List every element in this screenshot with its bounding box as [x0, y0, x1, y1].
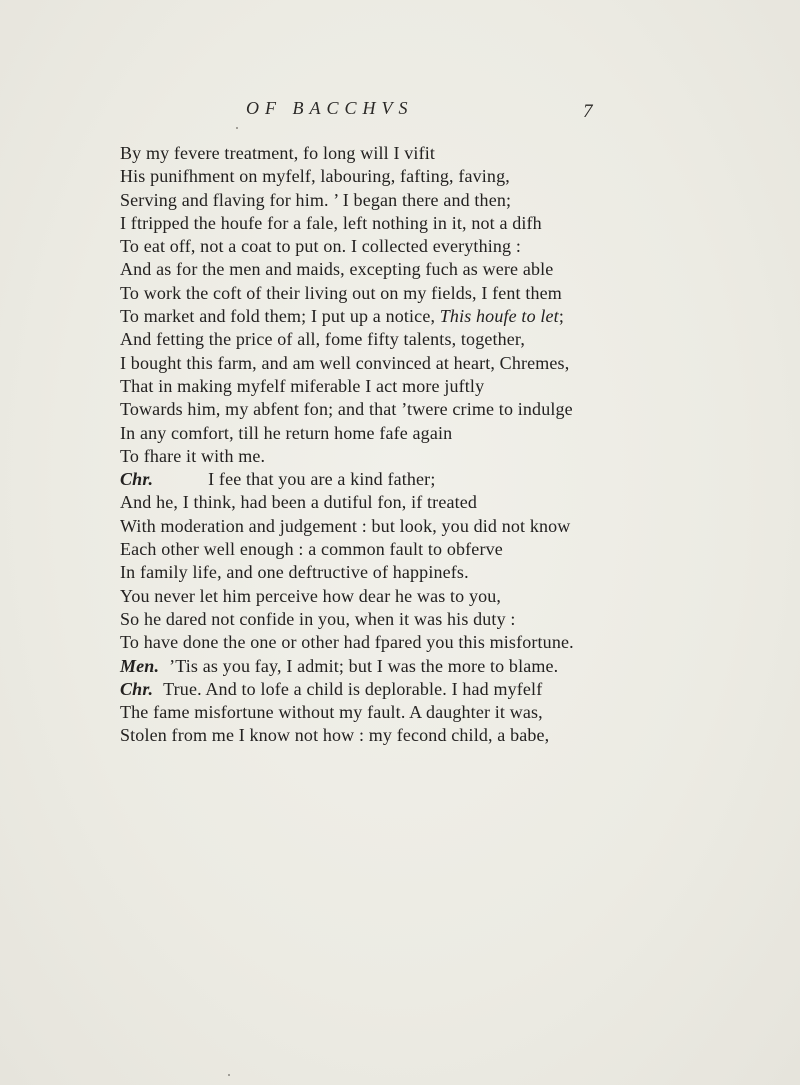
line-text: I ftripped the houfe for a fale, left nothing in it, not a difh [120, 212, 542, 233]
speaker-label: Chr. [120, 678, 154, 699]
text-line [120, 585, 640, 608]
line-text: To have done the one or other had fpared you this misfortune. [120, 632, 574, 653]
line-text: To work the coft of their living out on my fields, I fent them [120, 282, 562, 303]
verse-text-block [120, 142, 640, 748]
line-punctuation: ; [558, 306, 564, 327]
line-text: To fhare it with me. [120, 445, 266, 466]
text-line [120, 165, 640, 188]
line-text: True. And to lofe a child is deplorable. I had myfelf [163, 678, 543, 699]
line-text: To market and fold them; I put up a notice, [120, 306, 440, 327]
text-line [120, 631, 640, 654]
running-head: OF BACCHVS [246, 98, 414, 118]
line-text: You never let him perceive how dear he was to you, [120, 585, 502, 606]
text-line [120, 305, 640, 328]
line-text: By my fevere treatment, fo long will I vifit [120, 143, 436, 163]
text-line [120, 398, 640, 421]
paper-speck [228, 1074, 230, 1076]
text-line [120, 282, 640, 305]
line-text: Each other well enough : a common fault to obferve [120, 539, 503, 560]
line-text: That in making myfelf miferable I act more juftly [120, 375, 485, 396]
speaker-label: Chr. [120, 469, 154, 490]
page-number: 7 [583, 101, 593, 122]
line-text: Stolen from me I know not how : my fecond child, a babe, [120, 725, 550, 746]
italic-phrase: This houfe to let [439, 306, 559, 327]
text-line [120, 515, 640, 538]
line-text: So he dared not confide in you, when it was his duty : [120, 608, 516, 629]
text-line [120, 491, 640, 514]
text-line [120, 655, 640, 678]
text-line [120, 678, 640, 701]
line-text: In family life, and one deftructive of happinefs. [120, 562, 469, 583]
line-text: I fee that you are a kind father; [208, 469, 436, 490]
line-text: To eat off, not a coat to put on. I collected everything : [120, 236, 521, 257]
speaker-label: Men. [120, 655, 160, 676]
text-line [120, 445, 640, 468]
line-text: Serving and flaving for him. ’ I began there and then; [120, 189, 512, 210]
line-text: In any comfort, till he return home fafe again [120, 422, 453, 443]
line-text: The fame misfortune without my fault. A daughter it was, [120, 702, 543, 723]
text-line [120, 328, 640, 351]
text-line [120, 189, 640, 212]
line-text: His punifhment on myfelf, labouring, fafting, faving, [120, 166, 510, 187]
text-line [120, 142, 640, 165]
text-line [120, 212, 640, 235]
line-text: And he, I think, had been a dutiful fon, if treated [120, 492, 478, 513]
text-line [120, 422, 640, 445]
text-line [120, 258, 640, 281]
text-line [120, 608, 640, 631]
line-text: And fetting the price of all, fome fifty talents, together, [120, 329, 525, 350]
line-text: I bought this farm, and am well convinced at heart, Chremes, [120, 352, 570, 373]
line-text: ’Tis as you fay, I admit; but I was the more to blame. [169, 655, 559, 676]
text-line [120, 724, 640, 747]
text-line [120, 352, 640, 375]
line-text: With moderation and judgement : but look, you did not know [120, 515, 571, 536]
line-text: And as for the men and maids, excepting fuch as were able [120, 259, 554, 280]
text-line [120, 538, 640, 561]
text-line [120, 468, 640, 491]
paper-speck [236, 127, 238, 129]
text-line [120, 375, 640, 398]
text-line [120, 561, 640, 584]
text-line [120, 235, 640, 258]
text-line [120, 701, 640, 724]
line-text: Towards him, my abfent fon; and that ’twere crime to indulge [120, 399, 573, 420]
